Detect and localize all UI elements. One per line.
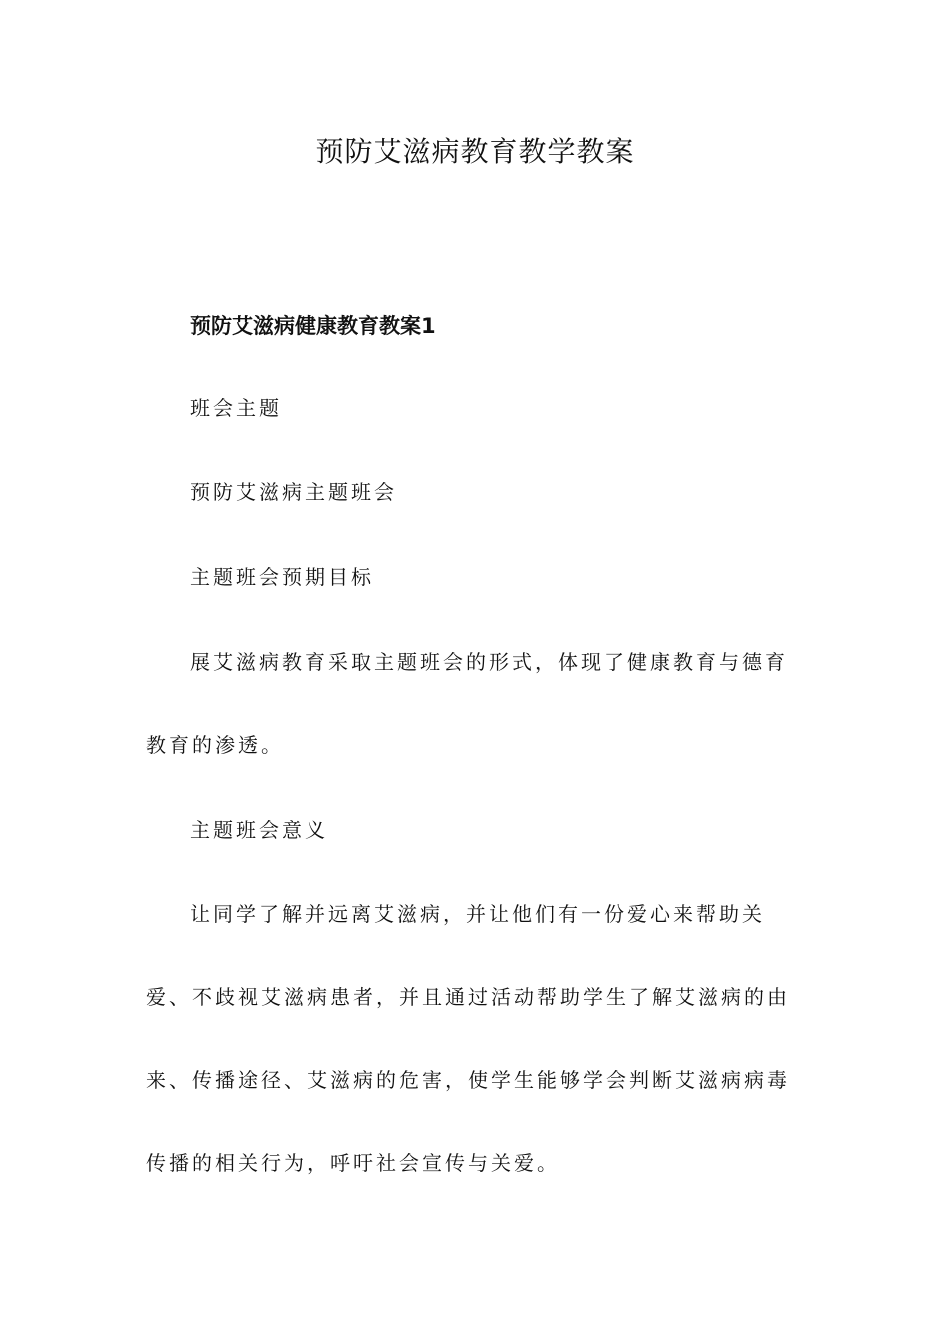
paragraph-expected-goals: 展艾滋病教育采取主题班会的形式，体现了健康教育与德育教育的渗透。 xyxy=(146,650,788,757)
section-heading: 预防艾滋病健康教育教案1 xyxy=(190,314,436,338)
paragraph-class-meeting-topic: 预防艾滋病主题班会 xyxy=(190,480,397,504)
paragraph-significance: 让同学了解并远离艾滋病，并让他们有一份爱心来帮助关爱、不歧视艾滋病患者，并且通过活动帮助学生了解艾滋病的由来、传播途径、艾滋病的危害，使学生能够学会判断艾滋病病毒传播的相关行为，呼吁社会宣传与关爱。 xyxy=(146,902,790,1175)
paragraph-significance-label: 主题班会意义 xyxy=(190,818,328,842)
paragraph-expected-goals-label: 主题班会预期目标 xyxy=(190,565,374,589)
document-title: 预防艾滋病教育教学教案 xyxy=(315,135,635,168)
paragraph-class-meeting-topic-label: 班会主题 xyxy=(190,396,282,420)
